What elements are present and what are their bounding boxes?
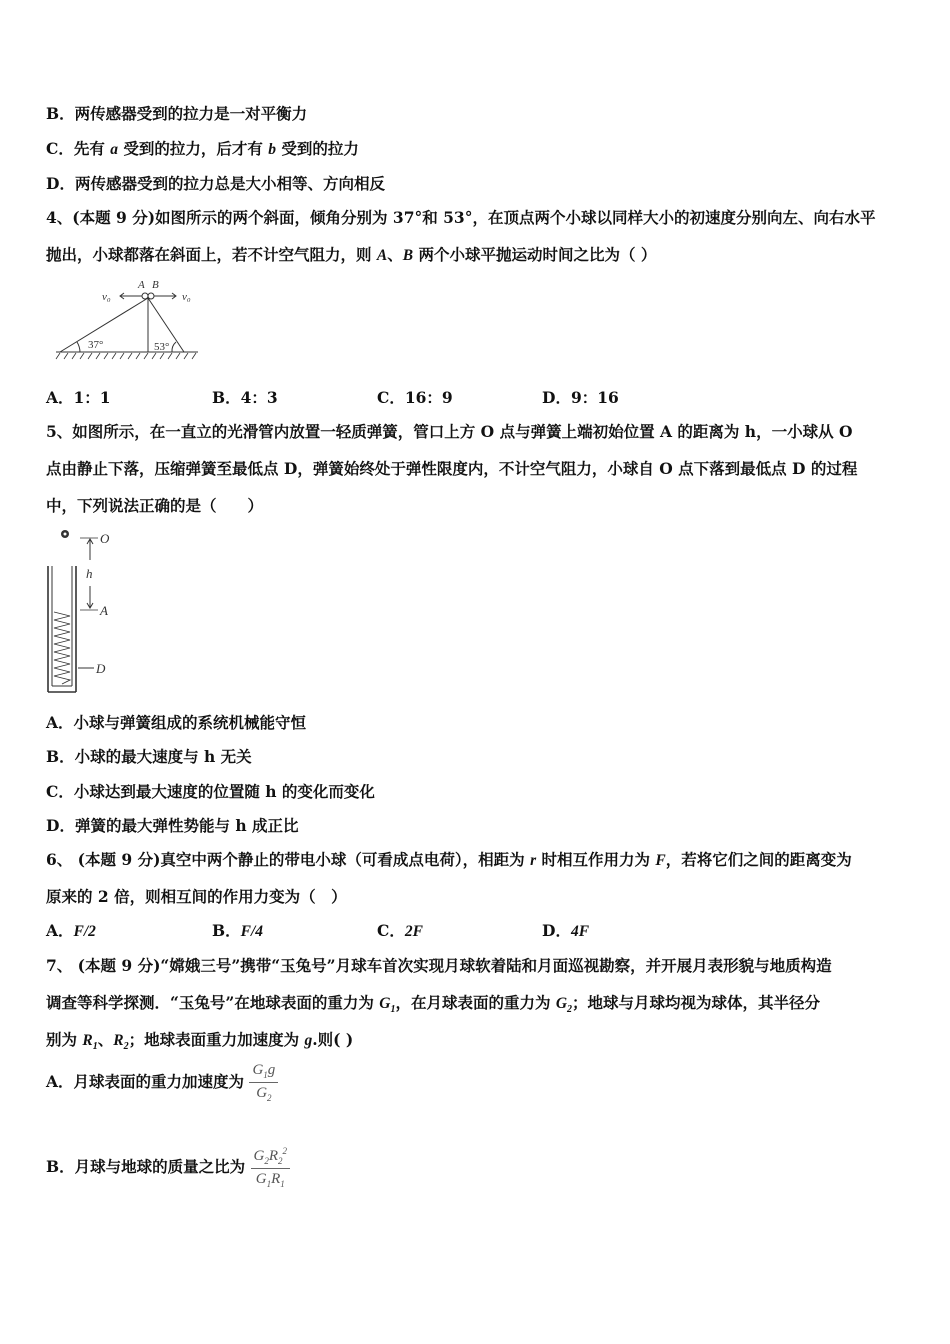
q6-option-a-value: F/2 (73, 923, 96, 940)
var-G2: $G_2$ (555, 995, 573, 1016)
q6-option-b-value: F/4 (240, 923, 264, 940)
diagram-label-b: B (152, 279, 159, 291)
q5-stem-line3: 中，下列说法正确的是（ ） (46, 496, 264, 515)
var-G1: $G_1$ (379, 995, 396, 1016)
q6-option-c[interactable] (377, 919, 423, 941)
q6-stem-line1 (46, 848, 852, 870)
q3-option-c (46, 137, 359, 159)
q7-stem-line1: 7、 (本题 9 分)“嫦娥三号”携带“玉兔号”月球车首次实现月球软着陆和月面巡视勘察，并开展月表形貌与地质构造 (46, 956, 832, 975)
q4-stem-line2-post: 两个小球平抛运动时间之比为（ ） (413, 245, 657, 264)
spring-tube-diagram (42, 526, 122, 694)
q5-stem-line2: 点由静止下落，压缩弹簧至最低点 D，弹簧始终处于弹性限度内，不计空气阻力，小球自 O 点下落到最低点 D 的过程 (46, 459, 858, 478)
q4-stem-line2-pre: 抛出，小球都落在斜面上，若不计空气阻力，则 (46, 245, 377, 264)
q6-option-c-value: 2F (404, 923, 423, 940)
q7-option-b[interactable] (46, 1146, 290, 1190)
var-B: B (402, 247, 414, 264)
q7-stem-line3 (46, 1028, 353, 1052)
diagram-v0-right: v₀ (182, 291, 191, 303)
spring-label-d: D (96, 661, 106, 676)
q6-stem-line2: 原来的 2 倍，则相互间的作用力变为（ ） (46, 887, 347, 906)
q4-stem-line2 (46, 243, 656, 265)
q5-option-b[interactable]: B．小球的最大速度与 h 无关 (46, 747, 252, 766)
spring-label-h: h (86, 566, 93, 581)
q4-option-d[interactable]: D．9：16 (542, 388, 619, 407)
q5-option-a[interactable]: A．小球与弹簧组成的系统机械能守恒 (46, 713, 307, 732)
var-a: a (110, 141, 118, 158)
q6-option-c-letter: C． (377, 921, 405, 940)
q4-option-a[interactable]: A．1：1 (46, 388, 111, 407)
q3-option-c-pre: C．先有 (46, 139, 111, 158)
diagram-angle-53: 53° (154, 341, 170, 353)
q6-stem-line1-mid: 时相互作用力为 (536, 850, 656, 869)
q6-option-d[interactable] (542, 919, 589, 941)
diagram-label-a: A (138, 279, 145, 291)
q7-sep: 、 (97, 1030, 114, 1049)
q6-stem-line1-post: ，若将它们之间的距离变为 (665, 850, 852, 869)
spring-label-o: O (100, 531, 110, 546)
spring-label-a: A (100, 603, 108, 618)
var-A: A (376, 247, 388, 264)
q7-option-a[interactable] (46, 1062, 278, 1104)
q4-stem-line1: 4、(本题 9 分)如图所示的两个斜面，倾角分别为 37°和 53°，在顶点两个小球以同样大小的初速度分别向左、向右水平 (46, 208, 876, 227)
var-R1: $R_1$ (82, 1032, 98, 1053)
q5-option-c[interactable]: C．小球达到最大速度的位置随 h 的变化而变化 (46, 782, 375, 801)
q7-stem-line2-mid: ，在月球表面的重力为 (395, 993, 556, 1012)
var-g: g (304, 1032, 313, 1049)
var-b: b (268, 141, 277, 158)
q3-option-c-mid: 受到的拉力，后才有 (117, 139, 269, 158)
q7-stem-line3-mid: ；地球表面重力加速度为 (128, 1030, 305, 1049)
incline-diagram (52, 276, 202, 362)
diagram-v0-left: v₀ (102, 291, 111, 303)
var-F: F (655, 852, 666, 869)
diagram-angle-37: 37° (88, 339, 104, 351)
q3-option-b: B．两传感器受到的拉力是一对平衡力 (46, 104, 308, 123)
q4-option-b[interactable]: B．4：3 (212, 388, 278, 407)
q6-option-d-letter: D． (542, 921, 571, 940)
q4-option-c[interactable]: C．16：9 (377, 388, 453, 407)
q6-option-b-letter: B． (212, 921, 241, 940)
fraction-mass-ratio: $\frac{G_2R_2^2}{G_1R_1}$ (251, 1146, 291, 1190)
q6-option-b[interactable] (212, 919, 263, 941)
q5-option-d[interactable]: D．弹簧的最大弹性势能与 h 成正比 (46, 816, 299, 835)
q5-stem-line1: 5、如图所示，在一直立的光滑管内放置一轻质弹簧，管口上方 O 点与弹簧上端初始位置 A 的距离为 h，一小球从 O (46, 422, 853, 441)
var-r: r (530, 852, 537, 869)
q6-stem-line1-pre: 6、 (本题 9 分)真空中两个静止的带电小球（可看成点电荷），相距为 (46, 850, 531, 869)
q7-stem-line2-post: ；地球与月球均视为球体，其半径分 (572, 993, 821, 1012)
q6-option-d-value: 4F (570, 923, 590, 940)
q7-option-a-text: A．月球表面的重力加速度为 (46, 1071, 245, 1091)
q6-option-a-letter: A． (46, 921, 74, 940)
q4-sep: 、 (387, 245, 403, 264)
fraction-g1g-over-g2: $\frac{G_1g}{G_2}$ (249, 1062, 278, 1104)
var-R2: $R_2$ (113, 1032, 129, 1053)
q7-stem-line2 (46, 991, 820, 1015)
q3-option-c-post: 受到的拉力 (276, 139, 359, 158)
q6-option-a[interactable] (46, 919, 96, 941)
q7-stem-line3-pre: 别为 (46, 1030, 83, 1049)
q7-stem-line2-pre: 调查等科学探测．“玉兔号”在地球表面的重力为 (46, 993, 380, 1012)
q7-option-b-text: B．月球与地球的质量之比为 (46, 1156, 246, 1176)
q7-stem-line3-post: .则( ) (312, 1030, 354, 1049)
q3-option-d: D．两传感器受到的拉力总是大小相等、方向相反 (46, 174, 385, 193)
